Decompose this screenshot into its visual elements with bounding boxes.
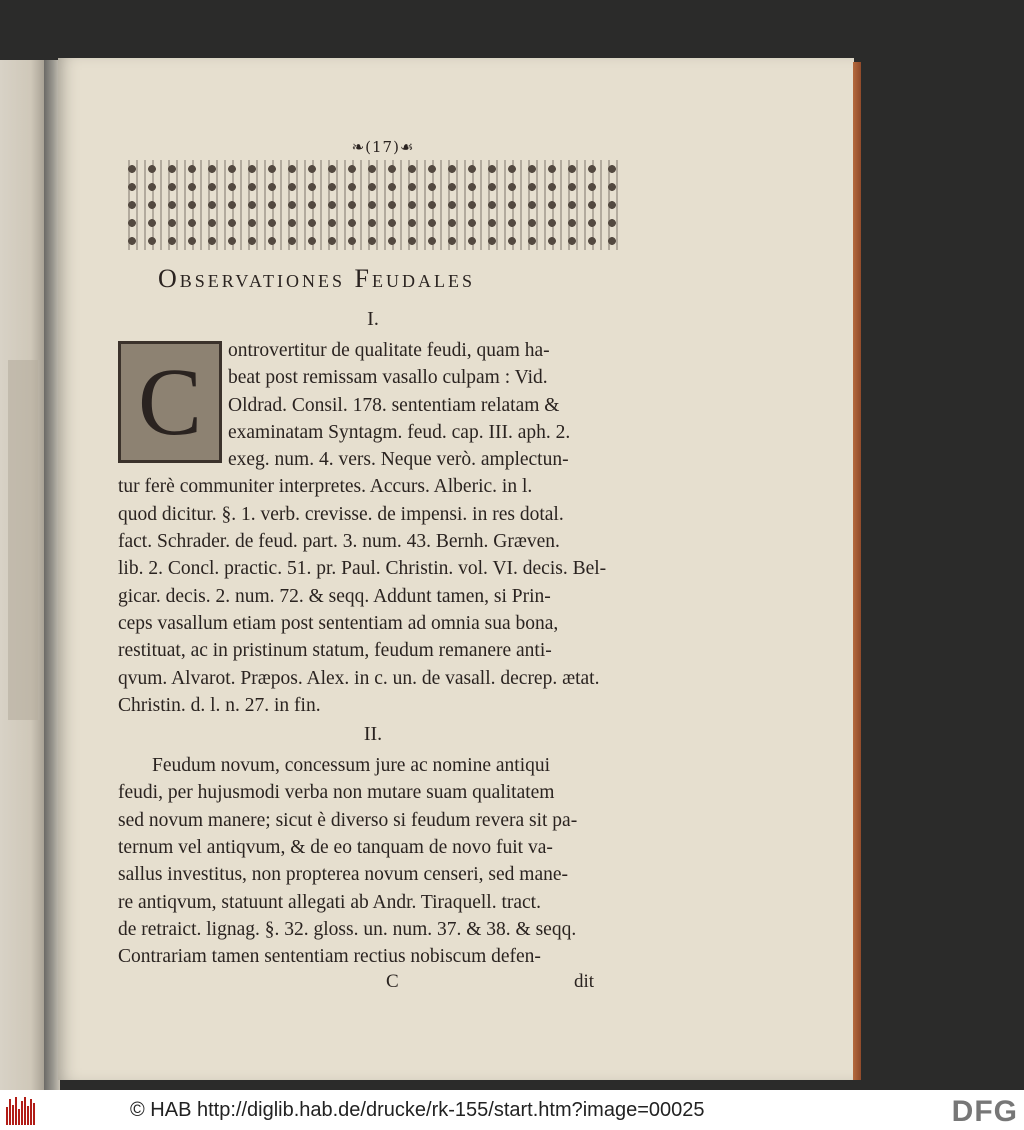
text-line: sallus investitus, non propterea novum censeri, sed mane- <box>118 864 569 886</box>
text-line: quod dicitur. §. 1. verb. crevisse. de impensi. in res dotal. <box>118 503 564 525</box>
text-line: ternum vel antiqvum, & de eo tanquam de novo fuit va- <box>118 837 553 859</box>
text-line: sed novum manere; sicut è diverso si feudum revera sit pa- <box>118 809 578 831</box>
left-page-bleedthrough <box>8 360 38 720</box>
book-page <box>58 58 854 1080</box>
signature-mark: C <box>386 970 399 992</box>
section-2-text <box>118 752 628 970</box>
text-line: de retraict. lignag. §. 32. gloss. un. num. 37. & 38. & seqq. <box>118 918 577 940</box>
text-line: qvum. Alvarot. Præpos. Alex. in c. un. de vasall. decrep. ætat. <box>118 667 600 689</box>
page-content <box>118 138 628 993</box>
text-line: Oldrad. Consil. 178. sententiam relatam & <box>228 394 560 416</box>
hab-barcode-logo-icon <box>6 1095 46 1125</box>
copyright-link[interactable]: © HAB http://diglib.hab.de/drucke/rk-155/start.htm?image=00025 <box>130 1098 705 1121</box>
text-line: lib. 2. Concl. practic. 51. pr. Paul. Christin. vol. VI. decis. Bel- <box>118 558 607 580</box>
text-line: feudi, per hujusmodi verba non mutare suam qualitatem <box>118 782 555 804</box>
text-line: tur ferè communiter interpretes. Accurs. Alberic. in l. <box>118 476 533 498</box>
section-numeral-2: II. <box>363 723 383 746</box>
page-footer-marks <box>118 971 628 993</box>
drop-cap-illustration: C <box>118 341 222 463</box>
page-title: Observationes Feudales <box>158 264 475 293</box>
page-number <box>138 138 628 156</box>
page-number-text: (17) <box>365 138 400 156</box>
left-page-edge <box>0 60 44 1090</box>
text-line: beat post remissam vasallo culpam : Vid. <box>228 367 548 389</box>
footer-bar <box>0 1090 1024 1130</box>
text-line: Contrariam tamen sententiam rectius nobiscum defen- <box>118 946 541 968</box>
page-edge-red <box>853 62 861 1080</box>
text-line: re antiqvum, statuunt allegati ab Andr. Tiraquell. tract. <box>118 891 541 913</box>
text-line: Christin. d. l. n. 27. in fin. <box>118 694 321 716</box>
decorative-header-band <box>122 160 624 250</box>
dfg-logo: DFG <box>951 1095 1018 1128</box>
text-line: ceps vasallum etiam post sententiam ad omnia sua bona, <box>118 612 559 634</box>
catchword: dit <box>573 970 594 992</box>
text-line: exeg. num. 4. vers. Neque verò. amplectun- <box>228 449 569 471</box>
section-numeral-1: I. <box>367 308 379 330</box>
text-line: ontrovertitur de qualitate feudi, quam ha- <box>228 340 550 361</box>
text-line: fact. Schrader. de feud. part. 3. num. 43. Bernh. Græven. <box>118 531 560 553</box>
text-line: examinatam Syntagm. feud. cap. III. aph. 2. <box>228 421 571 443</box>
page-number-ornament-left: ❧ <box>351 138 366 156</box>
page-number-ornament-right: ☙ <box>399 138 415 156</box>
text-line: restituat, ac in pristinum statum, feudum remanere anti- <box>118 640 552 662</box>
section-1-text <box>118 337 628 719</box>
text-line: Feudum novum, concessum jure ac nomine antiqui <box>152 755 551 777</box>
text-line: gicar. decis. 2. num. 72. & seqq. Addunt tamen, si Prin- <box>118 585 551 607</box>
